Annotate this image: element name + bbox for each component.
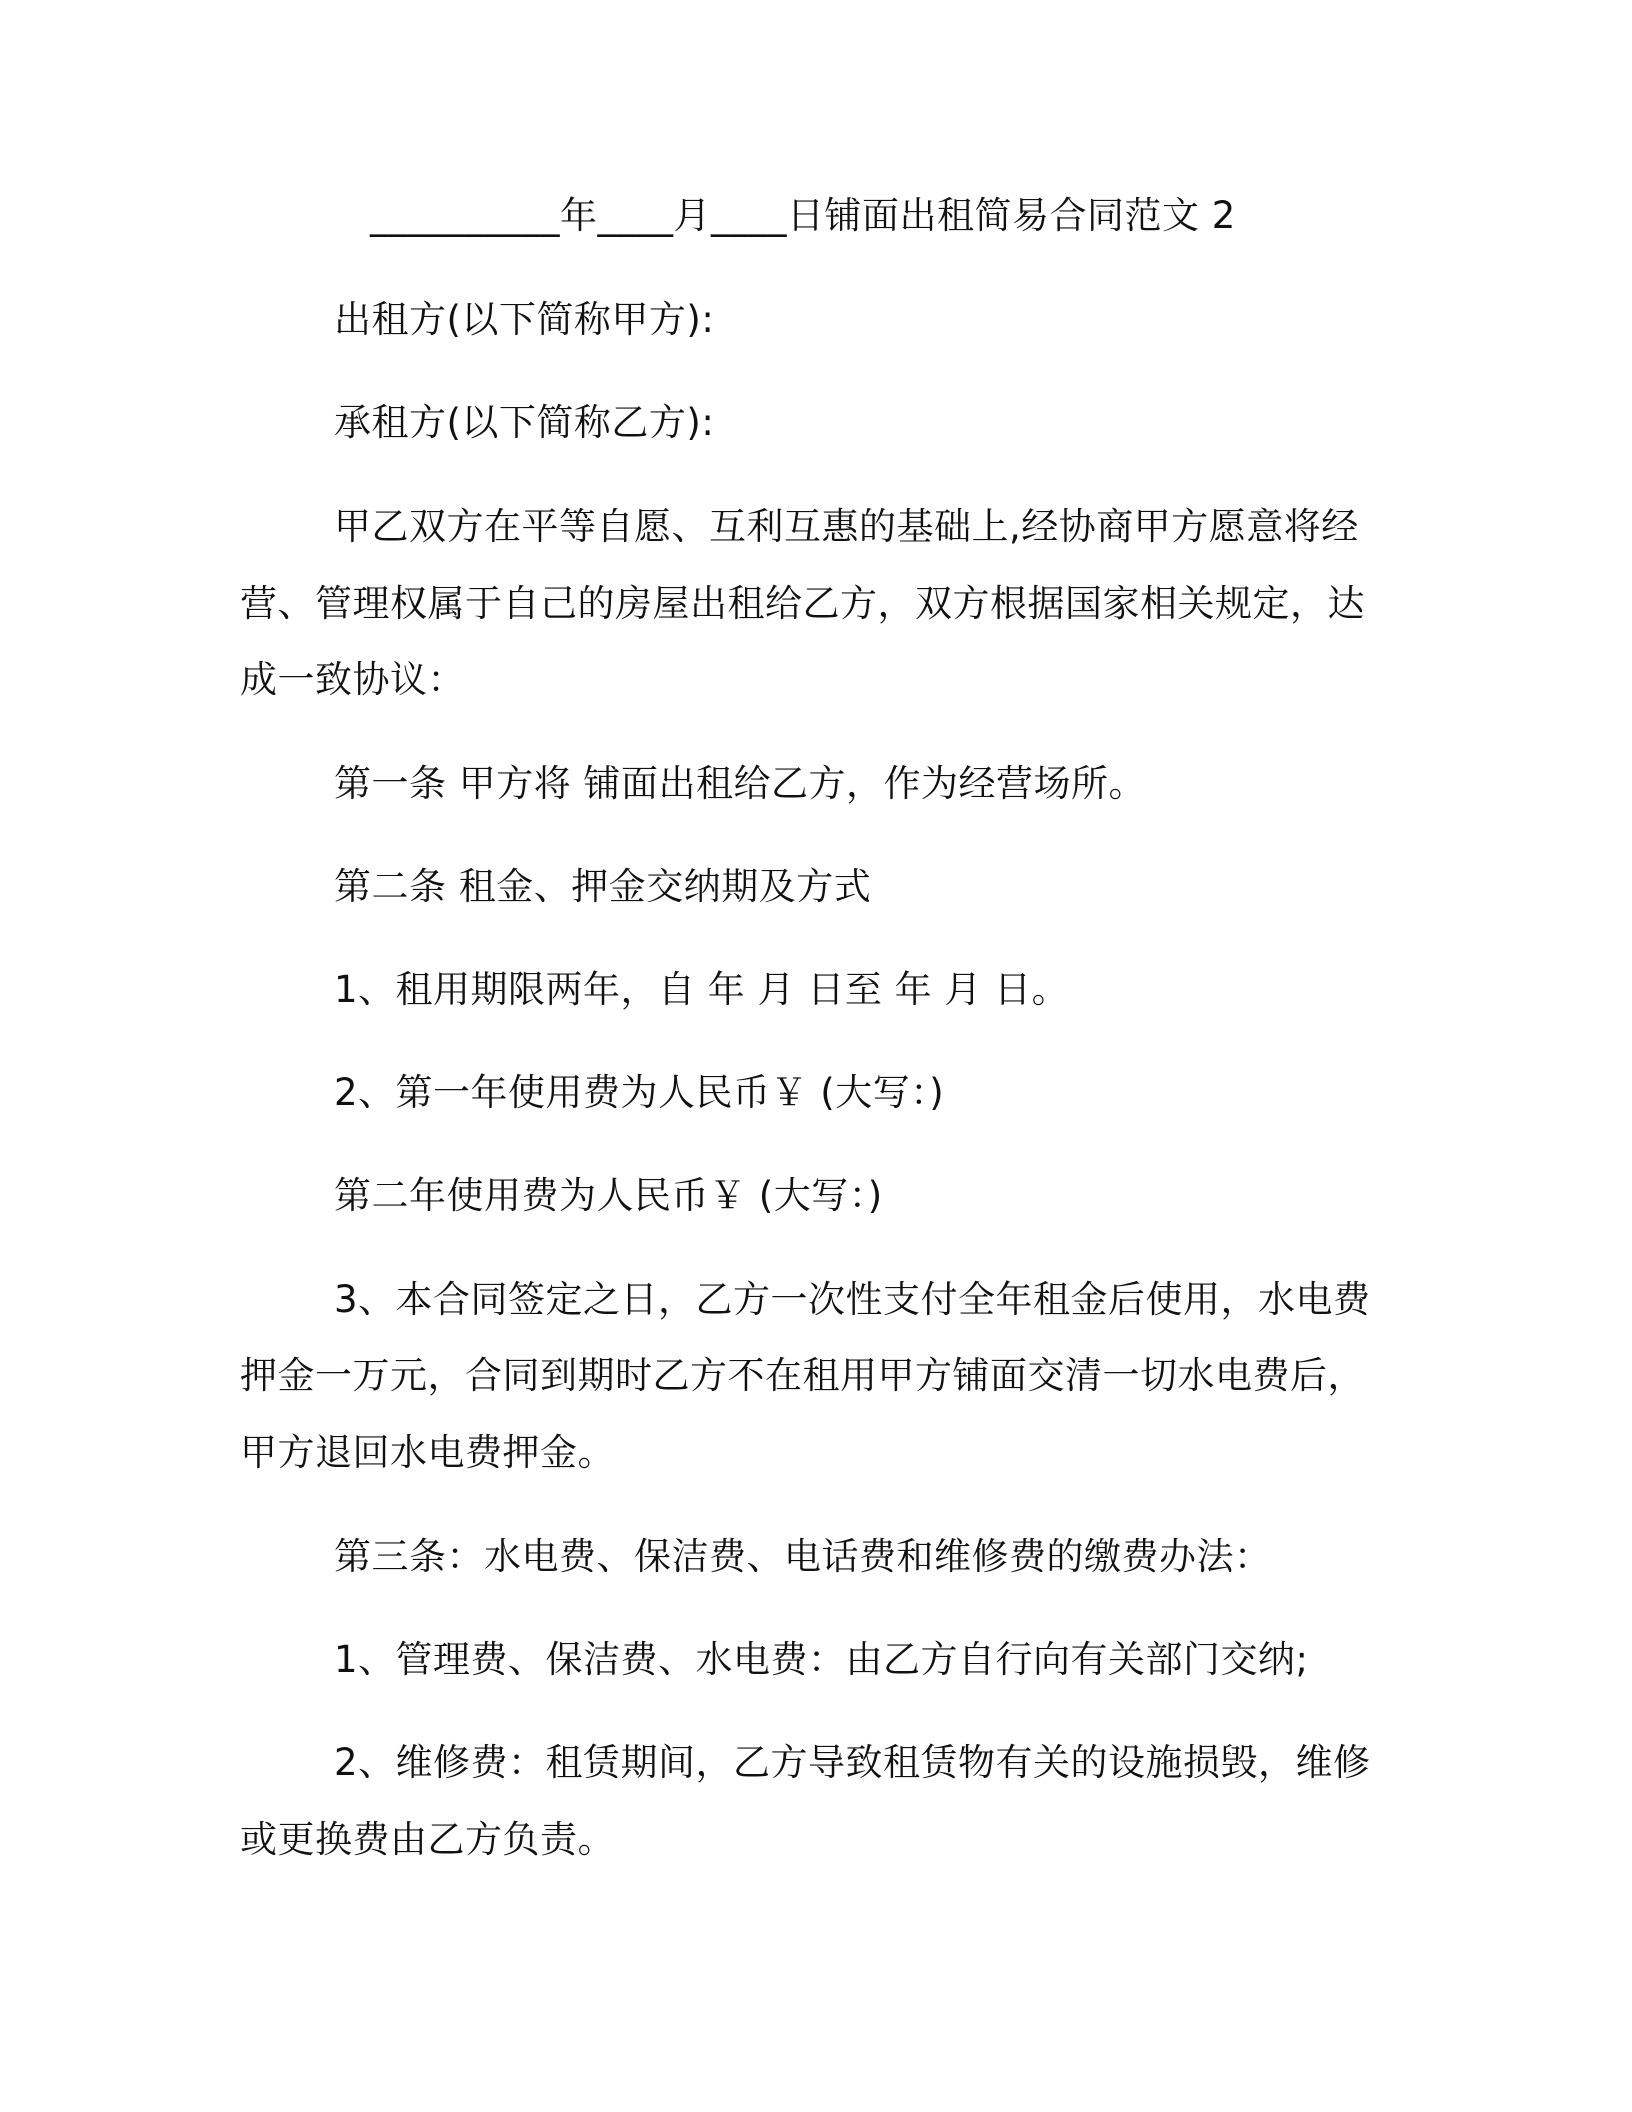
article-2-item-1: 1、租用期限两年，自 年 月 日至 年 月 日。 <box>334 968 1070 1011</box>
article-2-heading: 第二条 租金、押金交纳期及方式 <box>334 865 872 908</box>
lessor-line: 出租方(以下简称甲方): <box>334 298 715 341</box>
lessee-line: 承租方(以下简称乙方): <box>334 401 715 444</box>
article-3-heading: 第三条：水电费、保洁费、电话费和维修费的缴费办法： <box>334 1535 1272 1578</box>
article-2-item-2b: 第二年使用费为人民币￥ (大写：) <box>334 1174 883 1217</box>
article-3-item-1: 1、管理费、保洁费、水电费：由乙方自行向有关部门交纳; <box>334 1638 1309 1681</box>
article-3-item-2-line-2: 或更换费由乙方负责。 <box>240 1818 615 1861</box>
article-2-item-3-line-3: 甲方退回水电费押金。 <box>240 1431 615 1474</box>
preamble-line-2: 营、管理权属于自己的房屋出租给乙方，双方根据国家相关规定，达 <box>240 582 1365 625</box>
article-3-item-2-line-1: 2、维修费：租赁期间，乙方导致租赁物有关的设施损毁，维修 <box>334 1741 1371 1784</box>
article-2-item-3-line-2: 押金一万元，合同到期时乙方不在租用甲方铺面交清一切水电费后， <box>240 1354 1365 1397</box>
article-2-item-3-line-1: 3、本合同签定之日，乙方一次性支付全年租金后使用，水电费 <box>334 1278 1371 1321</box>
article-2-item-2: 2、第一年使用费为人民币￥ (大写：) <box>334 1071 945 1114</box>
page-title: __________年____月____日铺面出租简易合同范文 2 <box>370 194 1236 237</box>
article-1: 第一条 甲方将 铺面出租给乙方，作为经营场所。 <box>334 762 1147 805</box>
preamble-line-1: 甲乙双方在平等自愿、互利互惠的基础上,经协商甲方愿意将经 <box>334 505 1359 548</box>
preamble-line-3: 成一致协议： <box>240 658 465 701</box>
